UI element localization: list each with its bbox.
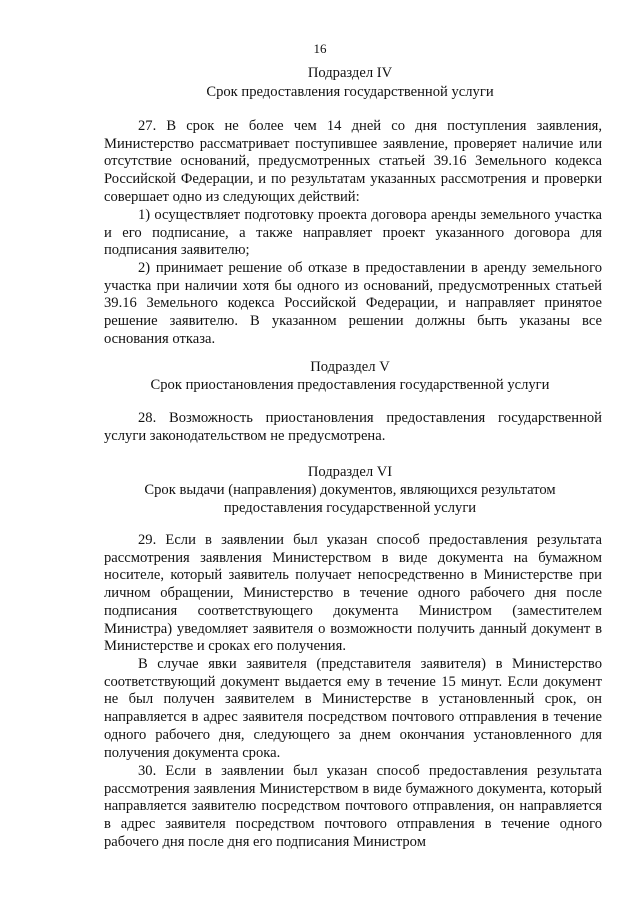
subsection-vi-label: Подраздел VI bbox=[307, 464, 393, 480]
subsection-iv-heading: Срок предоставления государственной услуги bbox=[206, 84, 494, 100]
paragraph-29: 29. Если в заявлении был указан способ предоставления результата рассмотрения заявления Министерством в виде документа на бумажном носителе, который заявитель получает непосредственно в Министерстве при личном обращении, Министерство в течение одного рабочего дня после подписания соответствующего документа Министром (заместителем Министра) уведомляет заявителя о возможности получить данный документ в Министерстве и сроках его получения. bbox=[104, 532, 602, 655]
paragraph-29-continued: В случае явки заявителя (представителя заявителя) в Министерство соответствующий документ выдается ему в течение 15 минут. Если документ не был получен заявителем в Министерстве в установленный срок, он направляется в адрес заявителя посредством почтового отправления в течение одного рабочего дня, следующего за днем окончания установленного для получения документа срока. bbox=[104, 656, 602, 761]
paragraph-27: 27. В срок не более чем 14 дней со дня поступления заявления, Министерство рассматривает поступившее заявление, проверяет наличие или отсутствие оснований, предусмотренных статьей 39.16 Земельного кодекса Российской Федерации, и по результатам указанных рассмотрения и проверки совершает одно из следующих действий: bbox=[104, 118, 602, 205]
page-number: 16 bbox=[313, 41, 327, 56]
paragraph-28: 28. Возможность приостановления предоставления государственной услуги законодательством не предусмотрена. bbox=[104, 410, 602, 444]
paragraph-27-item-2: 2) принимает решение об отказе в предоставлении в аренду земельного участка при наличии хотя бы одного из оснований, предусмотренных статьей 39.16 Земельного кодекса Российской Федерации, и направляет принятое решение заявителю. В указанном решении должны быть указаны все основания отказа. bbox=[104, 260, 602, 347]
paragraph-30: 30. Если в заявлении был указан способ предоставления результата рассмотрения заявления Министерством в виде бумажного документа, который направляется заявителю посредством почтового отправления, он направляется в адрес заявителя посредством почтового отправления в течение одного рабочего дня после дня его подписания Министром bbox=[104, 763, 602, 850]
subsection-iv-label: Подраздел IV bbox=[307, 65, 393, 81]
subsection-v-heading: Срок приостановления предоставления государственной услуги bbox=[150, 377, 550, 393]
subsection-vi-heading-line2: предоставления государственной услуги bbox=[223, 500, 477, 516]
subsection-v-label: Подраздел V bbox=[310, 359, 390, 375]
subsection-vi-heading-line1: Срок выдачи (направления) документов, являющихся результатом bbox=[144, 482, 556, 498]
paragraph-27-item-1: 1) осуществляет подготовку проекта договора аренды земельного участка и его подписание, а также направляет проект указанного договора для подписания заявителю; bbox=[104, 207, 602, 259]
